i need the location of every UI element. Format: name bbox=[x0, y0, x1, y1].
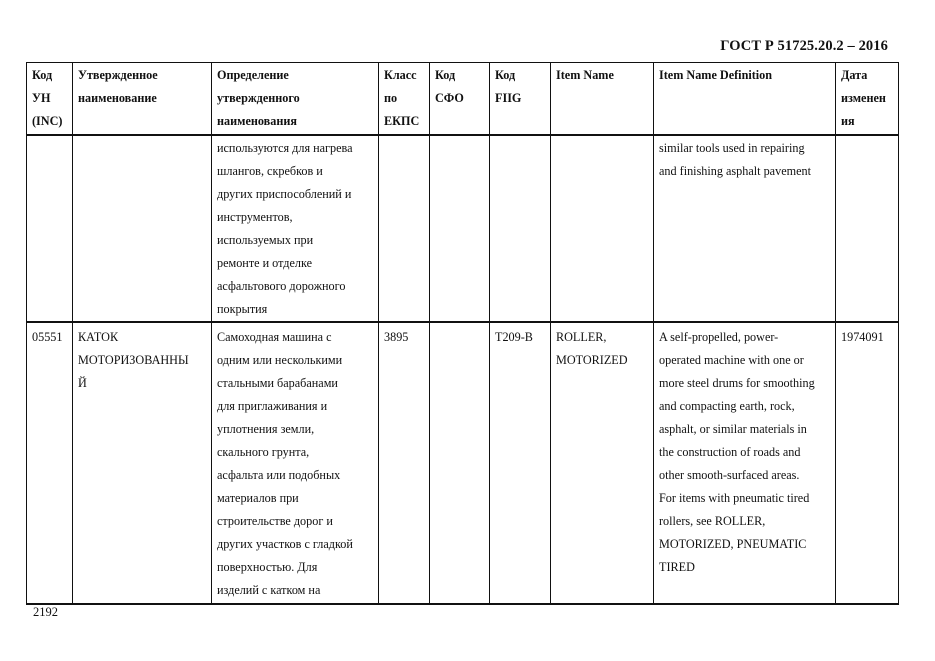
text-line: наименования bbox=[217, 114, 297, 128]
text-line: asphalt, or similar materials in bbox=[659, 422, 807, 436]
cell-name-ru bbox=[73, 322, 212, 604]
text-line: Код bbox=[32, 68, 53, 82]
text-line: уплотнения земли, bbox=[217, 422, 315, 436]
text-line: УН bbox=[32, 91, 51, 105]
text-line: FIIG bbox=[495, 91, 522, 105]
text-line: стальными барабанами bbox=[217, 376, 338, 390]
text-line: (INC) bbox=[32, 114, 63, 128]
cell-class: 3895 bbox=[379, 322, 430, 604]
text-line: Утвержденное bbox=[78, 68, 158, 82]
cell-date: 1974091 bbox=[836, 322, 899, 604]
text-line: ремонте и отделке bbox=[217, 256, 312, 270]
text-line: СФО bbox=[435, 91, 464, 105]
text-line: покрытия bbox=[217, 302, 268, 316]
col-header-date bbox=[836, 63, 899, 136]
page-number: 2192 bbox=[33, 605, 58, 619]
text-line: Класс bbox=[384, 68, 417, 82]
table-row-continuation bbox=[27, 135, 899, 322]
cell-definition-ru bbox=[212, 322, 379, 604]
text-line: других приспособлений и bbox=[217, 187, 352, 201]
text-line: Код bbox=[495, 68, 516, 82]
col-header-item-name-definition bbox=[654, 63, 836, 136]
text-line: Самоходная машина с bbox=[217, 330, 332, 344]
col-header-definition bbox=[212, 63, 379, 136]
col-header-approved-name bbox=[73, 63, 212, 136]
text-line: МОТОРИЗОВАННЫ bbox=[78, 353, 189, 367]
text-line: материалов при bbox=[217, 491, 299, 505]
nomenclature-table bbox=[26, 62, 899, 605]
text-line: A self-propelled, power- bbox=[659, 330, 779, 344]
text-line: КАТОК bbox=[78, 330, 119, 344]
cell-date bbox=[836, 135, 899, 322]
text-line: ЕКПС bbox=[384, 114, 420, 128]
text-line: Определение bbox=[217, 68, 289, 82]
text-line: асфальта или подобных bbox=[217, 468, 341, 482]
text-line: Дата bbox=[841, 68, 868, 82]
cell-item-name bbox=[551, 135, 654, 322]
text-line: TIRED bbox=[659, 560, 695, 574]
text-line: одним или несколькими bbox=[217, 353, 343, 367]
cell-inc bbox=[27, 135, 73, 322]
cell-sfo bbox=[430, 322, 490, 604]
text-line: ROLLER, bbox=[556, 330, 607, 344]
cell-sfo bbox=[430, 135, 490, 322]
text-line: наименование bbox=[78, 91, 157, 105]
col-header-class bbox=[379, 63, 430, 136]
text-line: Item Name bbox=[556, 68, 614, 82]
text-line: для приглаживания и bbox=[217, 399, 328, 413]
text-line: Код bbox=[435, 68, 456, 82]
text-line: and compacting earth, rock, bbox=[659, 399, 795, 413]
text-line: Й bbox=[78, 376, 87, 390]
text-line: operated machine with one or bbox=[659, 353, 804, 367]
text-line: строительстве дорог и bbox=[217, 514, 333, 528]
col-header-fiig bbox=[490, 63, 551, 136]
text-line: Item Name Definition bbox=[659, 68, 773, 82]
text-line: поверхностью. Для bbox=[217, 560, 318, 574]
text-line: используются для нагрева bbox=[217, 141, 353, 155]
text-line: скального грунта, bbox=[217, 445, 310, 459]
text-line: инструментов, bbox=[217, 210, 293, 224]
cell-item-name bbox=[551, 322, 654, 604]
text-line: more steel drums for smoothing bbox=[659, 376, 815, 390]
cell-definition-ru bbox=[212, 135, 379, 322]
text-line: используемых при bbox=[217, 233, 314, 247]
text-line: изделий с катком на bbox=[217, 583, 321, 597]
col-header-item-name bbox=[551, 63, 654, 136]
text-line: шлангов, скребков и bbox=[217, 164, 323, 178]
text-line: rollers, see ROLLER, bbox=[659, 514, 766, 528]
cell-fiig bbox=[490, 135, 551, 322]
cell-fiig: T209-B bbox=[490, 322, 551, 604]
col-header-inc bbox=[27, 63, 73, 136]
cell-definition-en bbox=[654, 322, 836, 604]
cell-inc: 05551 bbox=[27, 322, 73, 604]
text-line: other smooth-surfaced areas. bbox=[659, 468, 800, 482]
text-line: по bbox=[384, 91, 398, 105]
table-row bbox=[27, 322, 899, 604]
text-line: MOTORIZED, PNEUMATIC bbox=[659, 537, 807, 551]
text-line: similar tools used in repairing bbox=[659, 141, 805, 155]
text-line: асфальтового дорожного bbox=[217, 279, 346, 293]
cell-name-ru bbox=[73, 135, 212, 322]
text-line: MOTORIZED bbox=[556, 353, 628, 367]
cell-definition-en bbox=[654, 135, 836, 322]
table-header-row bbox=[27, 63, 899, 136]
text-line: ия bbox=[841, 114, 855, 128]
text-line: For items with pneumatic tired bbox=[659, 491, 810, 505]
text-line: and finishing asphalt pavement bbox=[659, 164, 811, 178]
standard-number: ГОСТ Р 51725.20.2 – 2016 bbox=[720, 38, 888, 54]
col-header-sfo bbox=[430, 63, 490, 136]
text-line: the construction of roads and bbox=[659, 445, 801, 459]
text-line: других участков с гладкой bbox=[217, 537, 353, 551]
cell-class bbox=[379, 135, 430, 322]
text-line: утвержденного bbox=[217, 91, 300, 105]
text-line: изменен bbox=[841, 91, 886, 105]
